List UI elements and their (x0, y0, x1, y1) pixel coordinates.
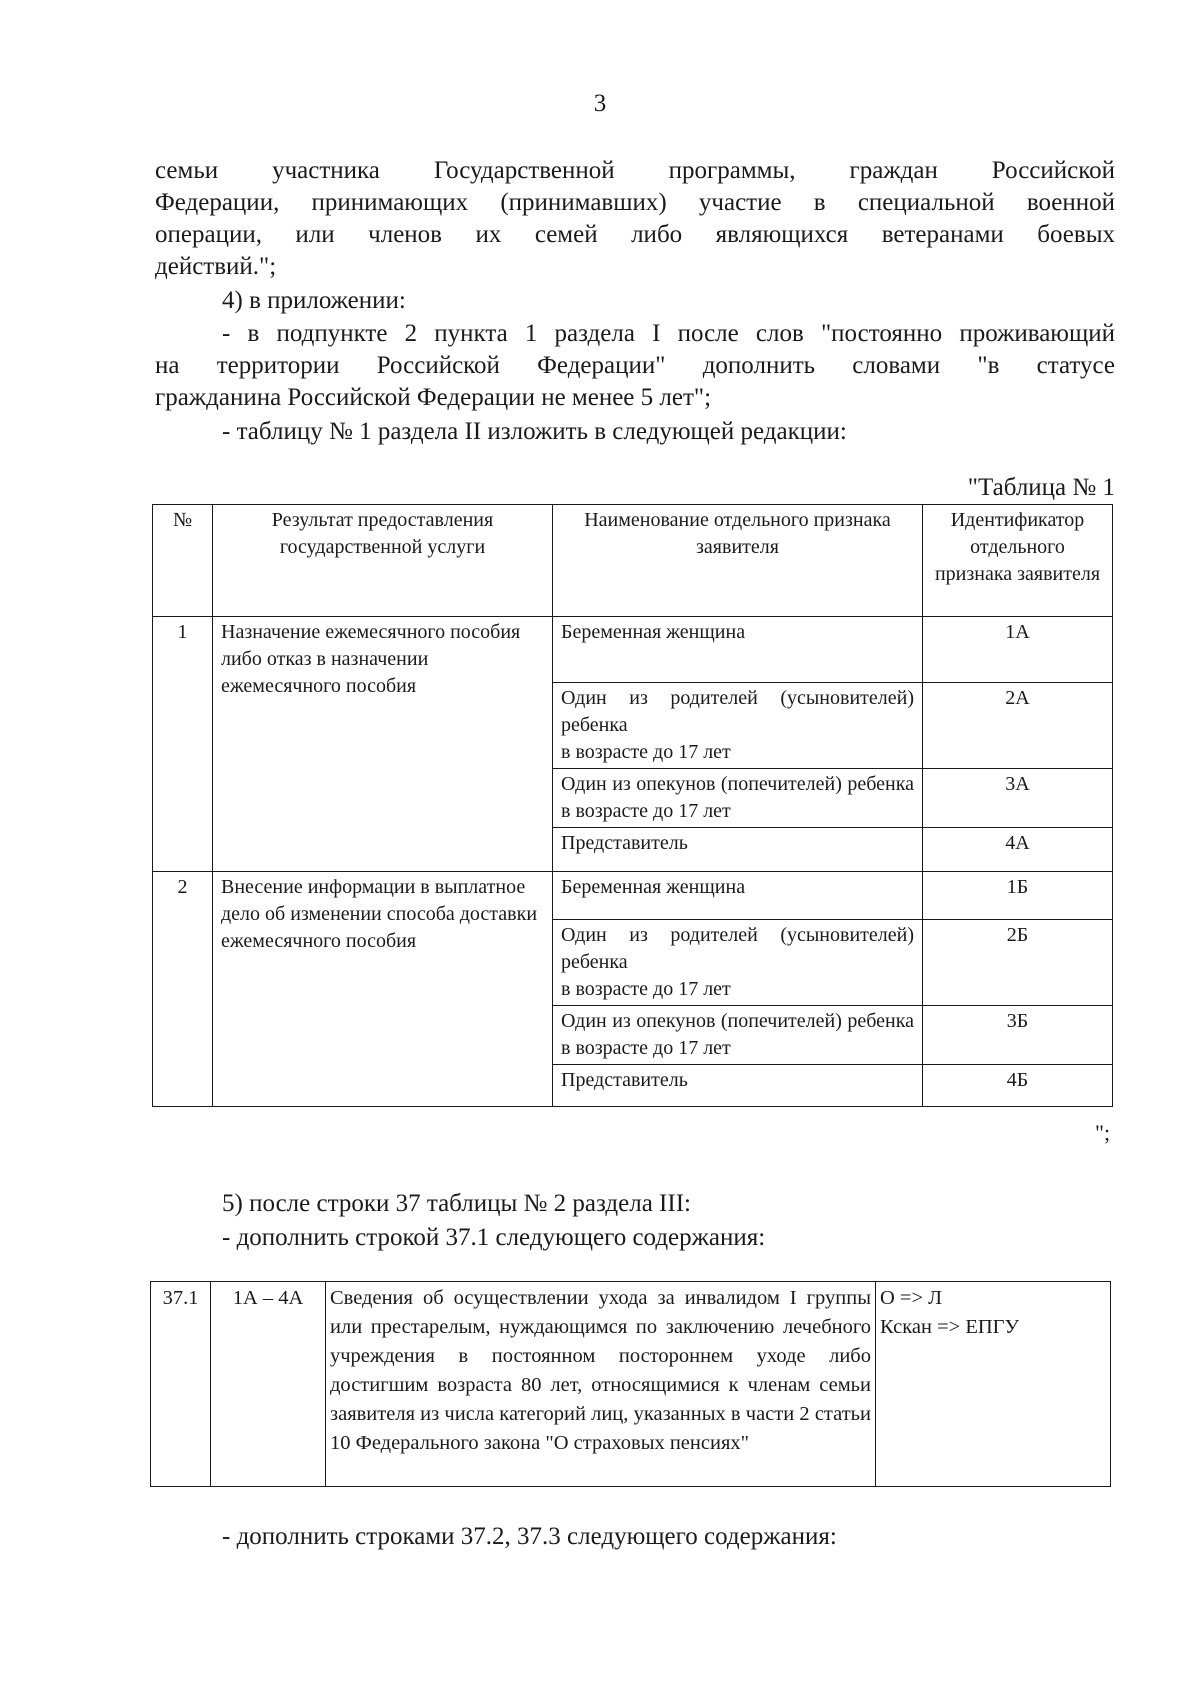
group-1-name-2-tail: в возрасте до 17 лет (561, 741, 731, 763)
subitem-1-line-1: - в подпункте 2 пункта 1 раздела I после слов "постоянно проживающий (222, 320, 1115, 347)
group-1-name-2-main: Один из родителей (усыновителей) ребенка (561, 687, 914, 736)
group-2-id-3: 3Б (923, 1006, 1113, 1065)
group-2-num: 2 (153, 872, 213, 1107)
group-1-name-4: Представитель (553, 828, 923, 872)
row-37-1-flow-line-2: Кскан => ЕПГУ (880, 1316, 1020, 1338)
group-2-name-4: Представитель (553, 1065, 923, 1107)
row-37-1-num: 37.1 (151, 1282, 211, 1487)
group-2-name-2 (553, 920, 923, 1006)
subitem-2: - таблицу № 1 раздела II изложить в следующей редакции: (222, 418, 847, 445)
table-2-row-37-1 (150, 1281, 1111, 1487)
header-result: Результат предоставления государственной услуги (213, 505, 553, 617)
table-row (153, 872, 1113, 920)
group-2-result: Внесение информации в выплатное дело об изменении способа доставки ежемесячного пособия (213, 872, 553, 1107)
group-2-id-2: 2Б (923, 920, 1113, 1006)
header-name: Наименование отдельного признака заявителя (553, 505, 923, 617)
group-1-num: 1 (153, 617, 213, 872)
group-1-name-3: Один из опекунов (попечителей) ребенка в возрасте до 17 лет (553, 769, 923, 828)
table-row (151, 1282, 1111, 1487)
header-num: № (153, 505, 213, 617)
intro-line-4: действий."; (155, 253, 277, 280)
row-37-1-flow (876, 1282, 1111, 1487)
table-1-header-row (153, 505, 1113, 617)
group-1-id-2: 2А (923, 683, 1113, 769)
row-37-1-flow-line-1: О => Л (880, 1287, 943, 1309)
final-subitem: - дополнить строками 37.2, 37.3 следующего содержания: (222, 1523, 837, 1550)
header-id: Идентификатор отдельного признака заявителя (923, 505, 1113, 617)
item-5: 5) после строки 37 таблицы № 2 раздела III: (222, 1190, 691, 1217)
group-2-name-1: Беременная женщина (553, 872, 923, 920)
group-2-name-2-tail: в возрасте до 17 лет (561, 978, 731, 1000)
group-2-id-4: 4Б (923, 1065, 1113, 1107)
group-1-result: Назначение ежемесячного пособия либо отказ в назначении ежемесячного пособия (213, 617, 553, 872)
group-1-id-4: 4А (923, 828, 1113, 872)
intro-line-2: Федерации, принимающих (принимавших) участие в специальной военной (155, 189, 1115, 216)
item-5-subitem: - дополнить строкой 37.1 следующего содержания: (222, 1224, 766, 1251)
group-2-name-2-main: Один из родителей (усыновителей) ребенка (561, 924, 914, 973)
group-2-name-3: Один из опекунов (попечителей) ребенка в возрасте до 17 лет (553, 1006, 923, 1065)
intro-line-3: операции, или членов их семей либо являющихся ветеранами боевых (155, 221, 1115, 248)
group-1-id-3: 3А (923, 769, 1113, 828)
table-row (153, 617, 1113, 683)
intro-line-1: семьи участника Государственной программы, граждан Российской (155, 157, 1115, 184)
subitem-1-line-2: на территории Российской Федерации" дополнить словами "в статусе (155, 352, 1115, 379)
row-37-1-ids: 1А – 4А (211, 1282, 326, 1487)
group-1-id-1: 1А (923, 617, 1113, 683)
group-1-name-2 (553, 683, 923, 769)
page-number: 3 (593, 90, 607, 117)
row-37-1-text: Сведения об осуществлении ухода за инвалидом I группы или престарелым, нуждающимся по заключению лечебного учреждения в постоянном постороннем уходе либо достигшим возраста 80 лет, относящимися к членам семьи заявителя из числа категорий лиц, указанных в части 2 статьи 10 Федерального закона "О страховых пенсиях" (326, 1282, 876, 1487)
table-1-caption: "Таблица № 1 (967, 474, 1115, 501)
subitem-1-line-3: гражданина Российской Федерации не менее 5 лет"; (155, 384, 712, 411)
group-1-name-1: Беременная женщина (553, 617, 923, 683)
table-1 (152, 504, 1113, 1107)
item-4: 4) в приложении: (222, 287, 406, 314)
table-1-closing-quote: "; (1095, 1120, 1111, 1145)
group-2-id-1: 1Б (923, 872, 1113, 920)
